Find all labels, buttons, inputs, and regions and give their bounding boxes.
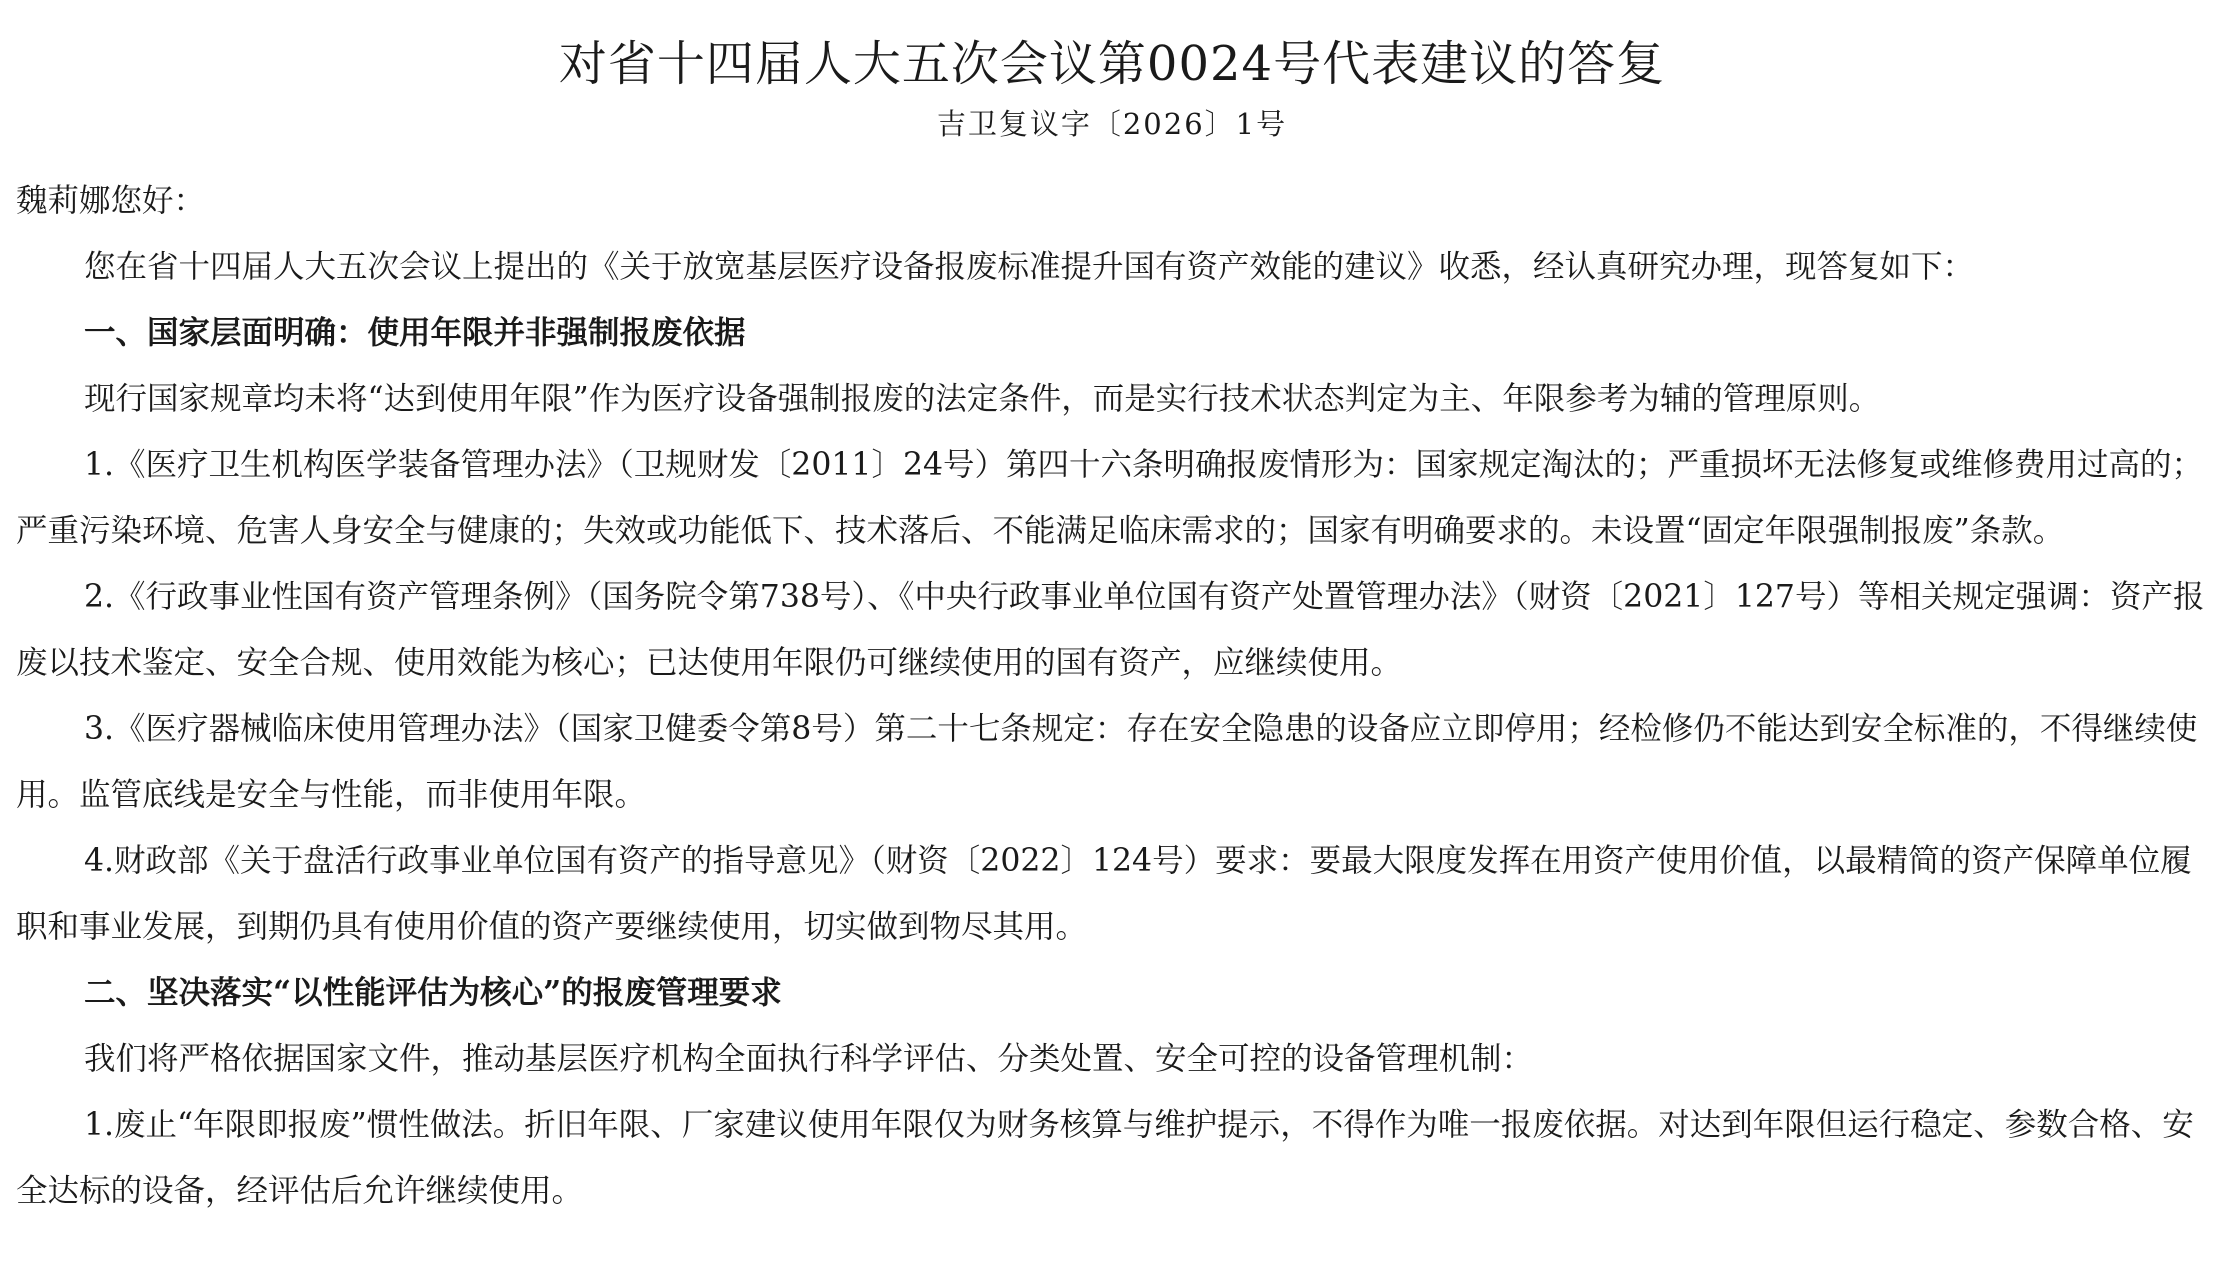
section-1-item-4: 4.财政部《关于盘活行政事业单位国有资产的指导意见》（财资〔2022〕124号）要求：要最大限度发挥在用资产使用价值，以最精简的资产保障单位履职和事业发展，到期仍具有使用价值的资产要继续使用，切实做到物尽其用。: [16, 843, 2192, 945]
intro-paragraph: 您在省十四届人大五次会议上提出的《关于放宽基层医疗设备报废标准提升国有资产效能的建议》收悉，经认真研究办理，现答复如下：: [84, 249, 1975, 285]
section-1-lead: 现行国家规章均未将“达到使用年限”作为医疗设备强制报废的法定条件，而是实行技术状态判定为主、年限参考为辅的管理原则。: [84, 381, 1881, 417]
document-number: 吉卫复议字〔2026〕1号: [936, 107, 1288, 141]
section-1-heading: 一、国家层面明确：使用年限并非强制报废依据: [84, 314, 746, 351]
section-1-item-3: 3.《医疗器械临床使用管理办法》（国家卫健委令第8号）第二十七条规定：存在安全隐患的设备应立即停用；经检修仍不能达到安全标准的，不得继续使用。监管底线是安全与性能，而非使用年限。: [16, 711, 2198, 813]
document-body: [16, 168, 2208, 1224]
section-1-item-1: 1.《医疗卫生机构医学装备管理办法》（卫规财发〔2011〕24号）第四十六条明确报废情形为：国家规定淘汰的；严重损坏无法修复或维修费用过高的；严重污染环境、危害人身安全与健康的；失效或功能低下、技术落后、不能满足临床需求的；国家有明确要求的。未设置“固定年限强制报废”条款。: [16, 447, 2204, 549]
document-title: 对省十四届人大五次会议第0024号代表建议的答复: [558, 36, 1666, 92]
section-1-item-2: 2.《行政事业性国有资产管理条例》（国务院令第738号）、《中央行政事业单位国有资产处置管理办法》（财资〔2021〕127号）等相关规定强调：资产报废以技术鉴定、安全合规、使用效能为核心；已达使用年限仍可继续使用的国有资产，应继续使用。: [16, 579, 2205, 681]
greeting: 魏莉娜您好：: [16, 183, 206, 219]
section-2-heading: 二、坚决落实“以性能评估为核心”的报废管理要求: [84, 974, 782, 1011]
section-2-lead: 我们将严格依据国家文件，推动基层医疗机构全面执行科学评估、分类处置、安全可控的设备管理机制：: [84, 1041, 1534, 1077]
section-2-item-1: 1.废止“年限即报废”惯性做法。折旧年限、厂家建议使用年限仅为财务核算与维护提示，不得作为唯一报废依据。对达到年限但运行稳定、参数合格、安全达标的设备，经评估后允许继续使用。: [16, 1107, 2194, 1209]
